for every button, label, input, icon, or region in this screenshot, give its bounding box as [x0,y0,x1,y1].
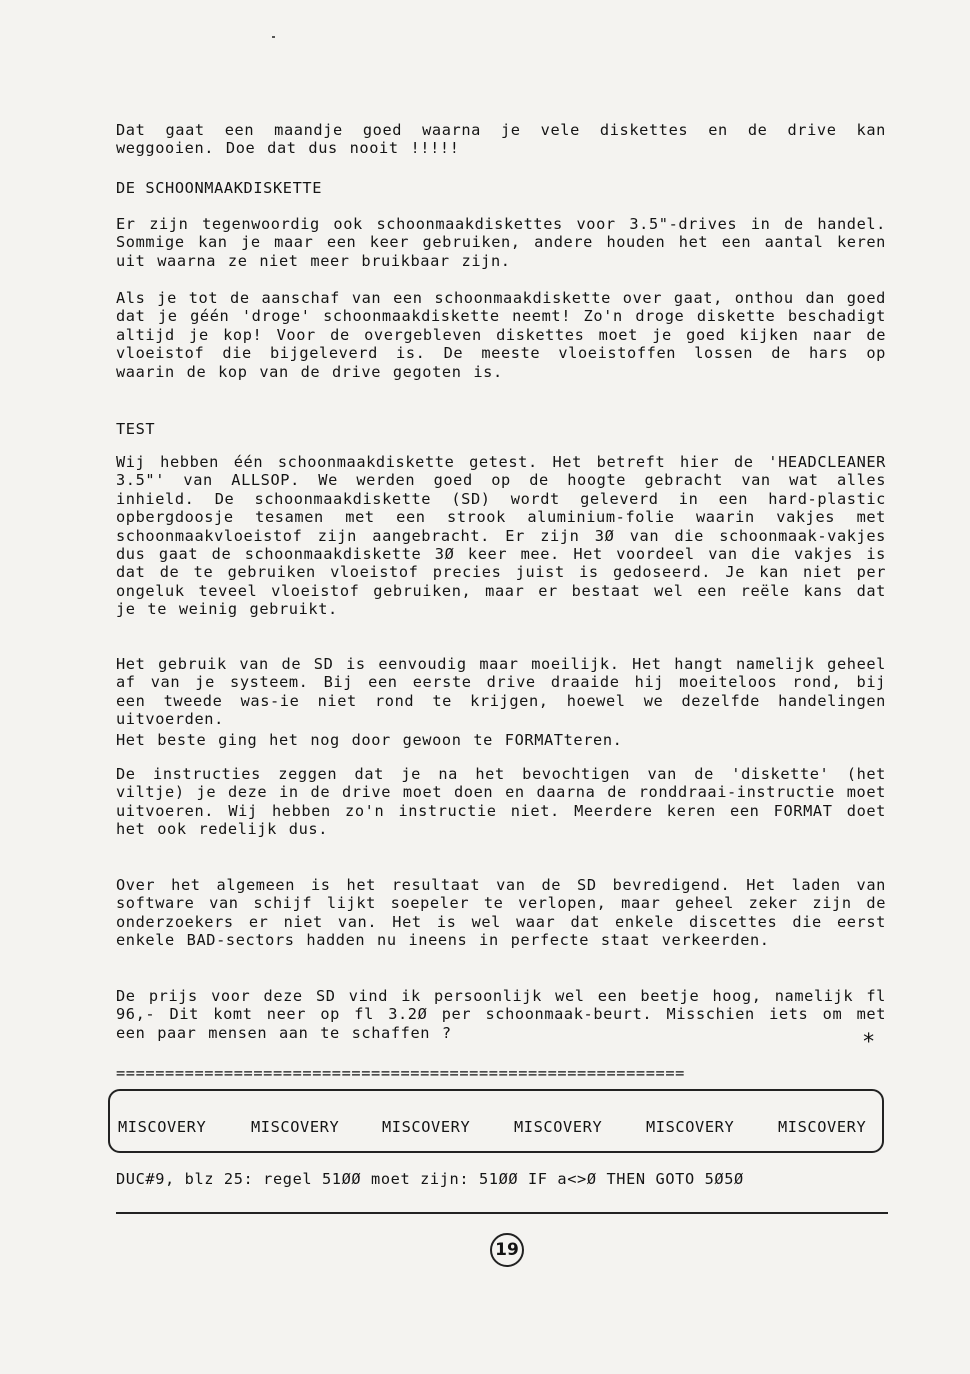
scan-speck [272,36,275,38]
paragraph-test-description: Wij hebben één schoonmaakdiskette getest. Het betreft hier de 'HEADCLEANER 3.5"' van ALLSOP. We werden goed op de hoogte gebracht van wat alles inhield. De schoonmaakdiskette (SD) wordt geleverd in een hard-plastic opbergdoosje tesamen met een strook aluminium-folie waarin vakjes met schoonmaakvloeistof zijn aangebracht. Er zijn 3Ø van die schoonmaak-vakjes dus gaat de schoonmaakdiskette 3Ø keer mee. Het voordeel van die vakjes is dat de te gebruiken vloeistof precies juist is gedoseerd. Je kan niet per ongeluk teveel vloeistof gebruiken, maar er bestaat wel een reële kans dat je te weinig gebruikt. [116,453,886,619]
separator-line: ========================================================== [116,1064,685,1082]
heading-schoonmaakdiskette: DE SCHOONMAAKDISKETTE [116,179,322,197]
banner-item: MISCOVERY [646,1118,735,1136]
paragraph-result: Over het algemeen is het resultaat van de SD bevredigend. Het laden van software van schijf lijkt soepeler te verlopen, maar geheel zeker zijn de onderzoekers er niet van. Het is wel waar dat enkele discettes die eerst enkele BAD-sectors hadden nu ineens in perfecte staat verkeerden. [116,876,886,950]
banner-item: MISCOVERY [382,1118,471,1136]
end-mark: * [862,1030,876,1055]
paragraph-cleaning-disks: Er zijn tegenwoordig ook schoonmaakdiskettes voor 3.5"-drives in de handel. Sommige kan je maar een keer gebruiken, andere houden het een aantal keren uit waarna ze niet meer bruikbaar zijn. [116,215,886,270]
paragraph-instructions: De instructies zeggen dat je na het bevochtigen van de 'diskette' (het viltje) je deze in de drive moet doen en daarna de ronddraai-instructie moet uitvoeren. Wij hebben zo'n instructie niet. Meerdere keren een FORMAT doet het ook redelijk dus. [116,765,886,839]
banner-item: MISCOVERY [251,1118,340,1136]
paragraph-intro-warning: Dat gaat een maandje goed waarna je vele diskettes en de drive kan weggooien. Doe dat dus nooit !!!!! [116,121,886,158]
banner-item: MISCOVERY [118,1118,207,1136]
heading-test: TEST [116,420,156,438]
erratum-note: DUC#9, blz 25: regel 51ØØ moet zijn: 51ØØ IF a<>Ø THEN GOTO 5Ø5Ø [116,1170,744,1188]
horizontal-rule [116,1212,888,1214]
banner-item: MISCOVERY [778,1118,867,1136]
paragraph-format-tip: Het beste ging het nog door gewoon te FORMATteren. [116,731,623,749]
paragraph-purchase-advice: Als je tot de aanschaf van een schoonmaakdiskette over gaat, onthou dan goed dat je géén 'droge' schoonmaakdiskette neemt! Zo'n droge diskette beschadigt altijd je kop! Voor de overgebleven diskettes moet je goed kijken naar de vloeistof die bijgeleverd is. De meeste vloeistoffen lossen de hars op waarin de kop van de drive gegoten is. [116,289,886,381]
banner-item: MISCOVERY [514,1118,603,1136]
paragraph-usage: Het gebruik van de SD is eenvoudig maar moeilijk. Het hangt namelijk geheel af van je systeem. Bij een eerste drive draaide hij moeiteloos rond, bij een tweede was-ie niet rond te krijgen, hoewel we dezelfde handelingen uitvoerden. [116,655,886,729]
paragraph-price: De prijs voor deze SD vind ik persoonlijk wel een beetje hoog, namelijk fl 96,- Dit komt neer op fl 3.2Ø per schoonmaak-beurt. Misschien iets om met een paar mensen aan te schaffen ? [116,987,886,1042]
page-number: 19 [490,1233,524,1267]
miscovery-banner [108,1089,884,1153]
